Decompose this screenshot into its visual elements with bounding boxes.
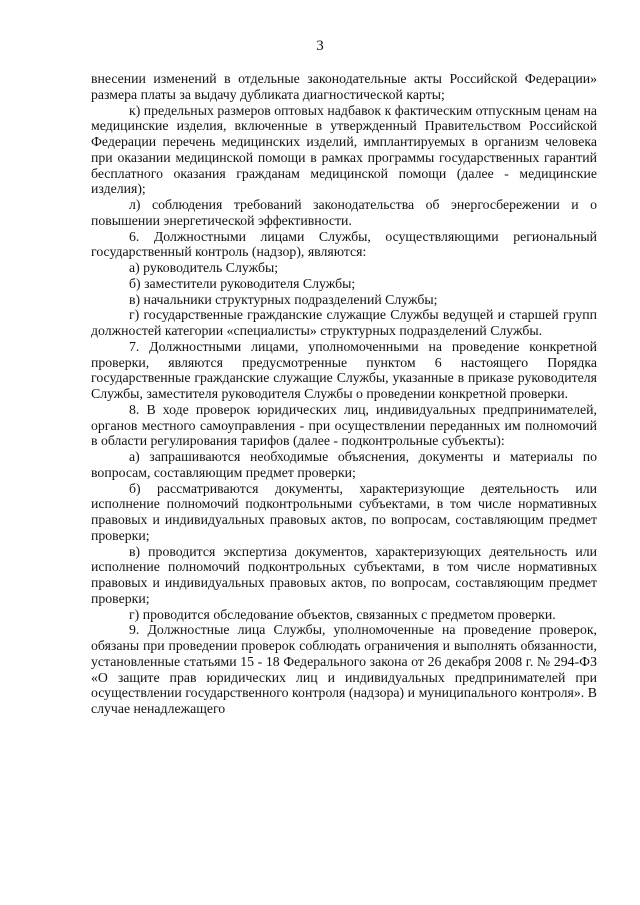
paragraph-item-k: к) предельных размеров оптовых надбавок к фактическим отпускным ценам на медицинские изделия, включенные в утвержденный Правительством Российской Федерации перечень медицинских изделий, имплантируемых в организм человека при оказании медицинской помощи в рамках программы государственных гарантий бесплатного оказания гражданам медицинской помощи (далее - медицинские изделия); xyxy=(91,102,597,197)
paragraph-8-item-a: а) запрашиваются необходимые объяснения, документы и материалы по вопросам, составляющим предмет проверки; xyxy=(91,449,597,480)
page-number: 3 xyxy=(316,38,324,54)
paragraph-8-item-g: г) проводится обследование объектов, связанных с предметом проверки. xyxy=(129,606,556,622)
paragraph-6-item-b: б) заместители руководителя Службы; xyxy=(129,275,356,291)
paragraph-6-item-g: г) государственные гражданские служащие Службы ведущей и старшей групп должностей категории «специалисты» структурных подразделений Службы. xyxy=(91,307,597,338)
paragraph-7: 7. Должностными лицами, уполномоченными на проведение конкретной проверки, являются предусмотренные пунктом 6 настоящего Порядка государственные гражданские служащие Службы, указанные в приказе руководителя Службы, заместителя руководителя Службы о проведении конкретной проверки. xyxy=(91,338,597,401)
paragraph-8-item-b: б) рассматриваются документы, характеризующие деятельность или исполнение полномочий подконтрольными субъектами, в том числе нормативных правовых и индивидуальных правовых актов, по вопросам, составляющим предмет проверки; xyxy=(91,480,597,543)
paragraph-6-item-v: в) начальники структурных подразделений Службы; xyxy=(129,291,438,307)
paragraph-6-item-a: а) руководитель Службы; xyxy=(129,260,279,275)
paragraph-6: 6. Должностными лицами Службы, осуществляющими региональный государственный контроль (надзор), являются: xyxy=(91,228,597,260)
paragraph-9: 9. Должностные лица Службы, уполномоченные на проведение проверок, обязаны при проведении проверок соблюдать ограничения и выполнять обязанности, установленные статьями 15 - 18 Федерального закона от 26 декабря 2008 г. № 294-ФЗ «О защите прав юридических лиц и индивидуальных предпринимателей при осуществлении государственного контроля (надзора) и муниципального контроля». В случае ненадлежащего xyxy=(91,622,597,716)
document-body xyxy=(91,71,597,717)
paragraph-8: 8. В ходе проверок юридических лиц, индивидуальных предпринимателей, органов местного самоуправления - при осуществлении переданных им полномочий в области регулирования тарифов (далее - подконтрольные субъекты): xyxy=(91,401,597,449)
paragraph-item-l: л) соблюдения требований законодательства об энергосбережении и о повышении энергетической эффективности. xyxy=(91,197,597,228)
paragraph-continuation: внесении изменений в отдельные законодательные акты Российской Федерации» размера платы за выдачу дубликата диагностической карты; xyxy=(91,71,597,102)
paragraph-8-item-v: в) проводится экспертиза документов, характеризующих деятельность или исполнение полномочий подконтрольных субъектами, в том числе нормативных правовых и индивидуальных правовых актов, по вопросам, составляющим предмет проверки; xyxy=(91,543,597,606)
